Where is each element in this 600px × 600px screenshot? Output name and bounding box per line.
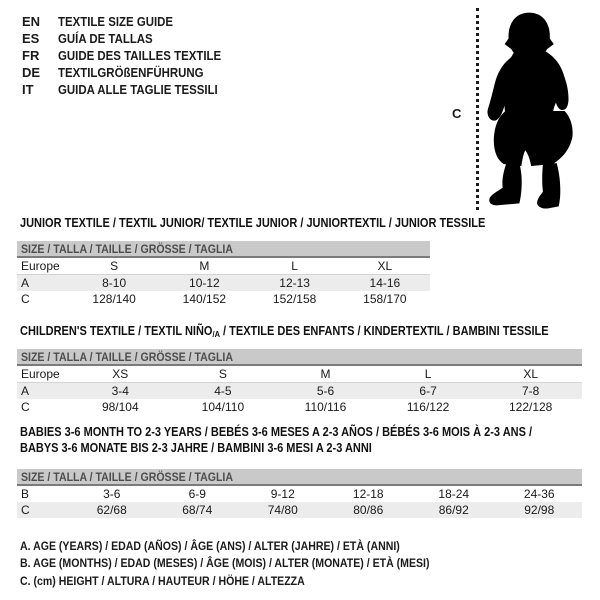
table-row — [17, 275, 430, 291]
language-code: IT — [22, 82, 34, 97]
table-row — [17, 486, 582, 502]
table-cell: 12-13 — [279, 276, 310, 290]
table-cell: 24-36 — [523, 487, 555, 501]
title-part: JUNIOR TEXTILE / TEXTIL JUNIOR/ TEXTILE JUNIOR / JUNIORTEXTIL / JUNIOR TESSILE — [20, 216, 486, 230]
language-list — [22, 13, 243, 98]
row-label: C — [21, 503, 30, 517]
table-cell: 5-6 — [316, 384, 335, 398]
footnote-text: C. (cm) HEIGHT / ALTURA / HAUTEUR / HÖHE / ALTEZZA — [20, 573, 305, 588]
section-title-text — [20, 424, 532, 440]
table-row — [17, 258, 430, 275]
title-part: BABYS 3-6 MONATE BIS 2-3 JAHRE / BAMBINI 3-6 MESI A 2-3 ANNI — [20, 441, 372, 455]
section-title-junior — [20, 215, 549, 231]
section-title-text — [20, 440, 372, 456]
table-cell: 86/92 — [438, 503, 469, 517]
table-cell: 110/116 — [304, 400, 347, 414]
table-cell: 92/98 — [524, 503, 555, 517]
table-cell: XL — [377, 259, 393, 273]
table-cell: 74/80 — [267, 503, 298, 517]
table-cell: 3-6 — [103, 487, 121, 501]
language-code: DE — [22, 65, 41, 80]
row-label: Europe — [21, 259, 60, 273]
table-cell: 6-7 — [419, 384, 437, 398]
size-table-junior — [17, 241, 430, 307]
size-header-text: SIZE / TALLA / TAILLE / GRÖSSE / TAGLIA — [21, 469, 233, 484]
table-row — [17, 383, 582, 399]
language-code: FR — [22, 48, 40, 63]
row-label: A — [21, 276, 30, 290]
table-cell: 122/128 — [508, 400, 553, 414]
height-measure-label: C — [452, 106, 462, 121]
row-label: Europe — [21, 367, 60, 381]
size-header-bar — [17, 241, 430, 258]
title-part: / TEXTILE DES ENFANTS / KINDERTEXTIL / BAMBINI TESSILE — [219, 324, 549, 338]
language-code: ES — [22, 31, 40, 46]
section-title-line — [20, 440, 600, 456]
language-label: TEXTILGRÖßENFÜHRUNG — [58, 65, 204, 80]
row-label: C — [21, 400, 30, 414]
table-row — [17, 366, 582, 383]
footnote-line — [20, 572, 485, 590]
table-cell: 116/122 — [406, 400, 450, 414]
height-measure-dotted-line — [476, 8, 479, 210]
table-cell: 10-12 — [189, 276, 220, 290]
footnote-text: A. AGE (YEARS) / EDAD (AÑOS) / ÂGE (ANS) / ALTER (JAHRE) / ETÀ (ANNI) — [20, 538, 400, 553]
table-cell: 9-12 — [270, 487, 295, 501]
language-row — [22, 13, 243, 30]
table-cell: 12-18 — [352, 487, 384, 501]
footnotes — [20, 537, 485, 590]
section-title-line — [20, 424, 600, 440]
language-label: TEXTILE SIZE GUIDE — [58, 14, 174, 29]
title-subscript: /A — [212, 329, 220, 339]
title-part: BABIES 3-6 MONTH TO 2-3 YEARS / BEBÉS 3-6 MESES A 2-3 AÑOS / BÉBÉS 3-6 MOIS À 2-3 ANS / — [20, 425, 533, 439]
table-cell: 3-4 — [111, 384, 129, 398]
size-header-bar — [17, 469, 582, 486]
language-row — [22, 64, 243, 81]
table-cell: 80/86 — [353, 503, 384, 517]
table-cell: M — [320, 367, 331, 381]
row-label: B — [21, 487, 30, 501]
section-title-text — [20, 215, 485, 231]
row-label: C — [21, 292, 30, 306]
title-part: CHILDREN'S TEXTILE / TEXTIL NIÑO — [20, 324, 213, 338]
section-title-babies — [20, 424, 600, 456]
table-cell: 98/104 — [101, 400, 139, 414]
table-cell: 140/152 — [182, 292, 227, 306]
size-header-bar — [17, 349, 582, 366]
section-title-line — [20, 215, 549, 231]
table-row — [17, 502, 582, 518]
table-cell: 7-8 — [522, 384, 540, 398]
language-label: GUIDA ALLE TAGLIE TESSILI — [58, 82, 218, 97]
table-cell: 14-16 — [369, 276, 401, 290]
size-header-text: SIZE / TALLA / TAILLE / GRÖSSE / TAGLIA — [21, 349, 233, 364]
footnote-line — [20, 555, 485, 573]
footnote-line — [20, 537, 485, 555]
table-cell: 4-5 — [214, 384, 232, 398]
size-table-babies — [17, 469, 582, 518]
language-code: EN — [22, 14, 41, 29]
table-cell: 18-24 — [438, 487, 470, 501]
table-cell: 158/170 — [363, 292, 407, 306]
section-title-text — [20, 323, 549, 342]
language-label: GUIDE DES TAILLES TEXTILE — [58, 48, 222, 63]
table-cell: 6-9 — [188, 487, 206, 501]
table-cell: S — [110, 259, 119, 273]
table-cell: 62/68 — [96, 503, 127, 517]
table-cell: 104/110 — [201, 400, 245, 414]
table-cell: L — [291, 259, 298, 273]
size-table-children — [17, 349, 582, 415]
section-title-line — [20, 323, 600, 342]
section-title-children — [20, 323, 600, 342]
table-row — [17, 291, 430, 307]
table-cell: 68/74 — [182, 503, 213, 517]
row-label: A — [21, 384, 30, 398]
toddler-silhouette-icon — [482, 4, 598, 214]
table-cell: XL — [523, 367, 539, 381]
size-header-text: SIZE / TALLA / TAILLE / GRÖSSE / TAGLIA — [21, 241, 233, 256]
table-cell: L — [424, 367, 432, 381]
table-row — [17, 399, 582, 415]
footnote-text: B. AGE (MONTHS) / EDAD (MESES) / ÂGE (MOIS) / ALTER (MONATE) / ETÀ (MESI) — [20, 556, 430, 571]
table-cell: M — [199, 259, 210, 273]
table-cell: 8-10 — [102, 276, 127, 290]
table-cell: 152/158 — [272, 292, 317, 306]
table-cell: S — [218, 367, 227, 381]
language-label: GUÍA DE TALLAS — [58, 31, 153, 46]
table-cell: XS — [112, 367, 129, 381]
language-row — [22, 30, 243, 47]
language-row — [22, 81, 243, 98]
table-cell: 128/140 — [92, 292, 136, 306]
language-row — [22, 47, 243, 64]
